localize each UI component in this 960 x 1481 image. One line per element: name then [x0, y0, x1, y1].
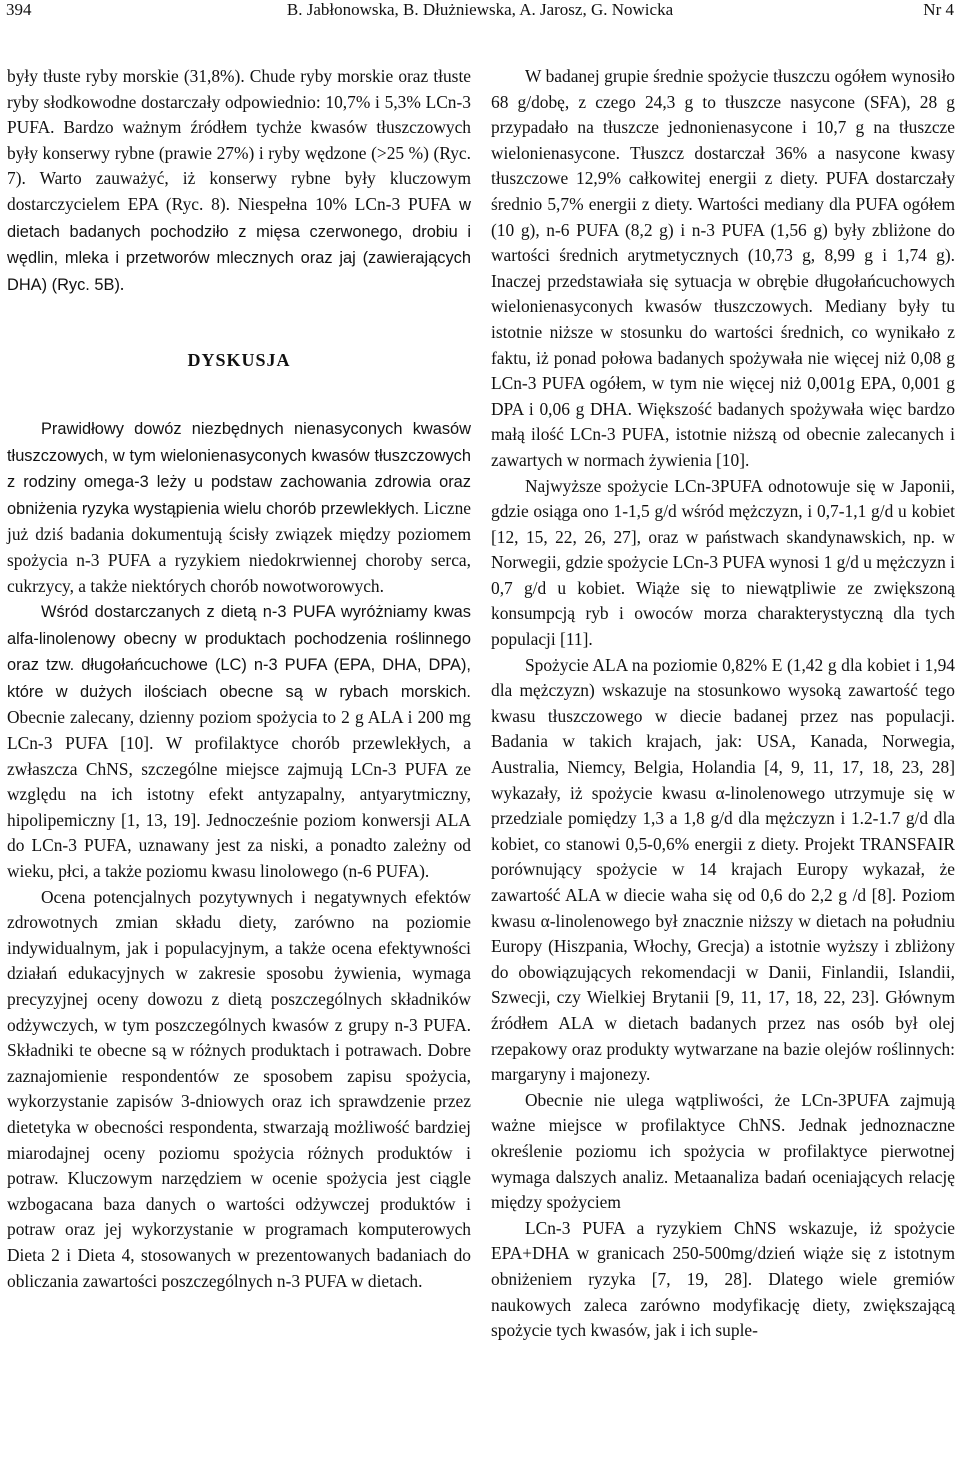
paragraph-fat-intake: W badanej grupie średnie spożycie tłuszczu ogółem wynosiło 68 g/dobę, z czego 24,3 g to tłuszcze nasycone (SFA), 28 g przypadało na tłuszcze jednonienasycone i 10,7 g na tłuszcze wielonienasycone. Tłuszcz dostarczał 36% a nasycone kwasy tłuszczowe 12,9% całkowitej energii z diety. PUFA dostarczały średnio 5,7% energii z diety. Wartości mediany dla PUFA ogółem (10 g), n-6 PUFA (8,2 g) i n-3 PUFA (1,56 g) były zbliżone do wartości średnich arytmetycznych (10,73 g, 8,99 g i 1,74 g). Inaczej przedstawiała się sytuacja w obrębie długołańcuchowych wielonienasyconych kwasów tłuszczowych. Mediany były tu istotnie niższe w stosunku do wartości średnich, co wynikało z faktu, iż ponad połowa badanych spożywała nie więcej niż 0,08 g LCn-3 PUFA ogółem, w tym nie więcej niż 0,001g EPA, 0,001 g DPA i 0,06 g DHA. Większość badanych spożywała więc bardzo małą ilość LCn-3 PUFA, istotnie niższą od obecnie zalecanych i zawartych w normach żywienia [10].	[491, 66, 955, 470]
paragraph-text: Wśród dostarczanych z dietą n-3 PUFA wyróżniamy kwas alfa-linolenowy obecny w produktach pochodzenia roślinnego oraz tzw. długołańcuchowe (LC) n-3 PUFA (EPA, DHA, DPA), które w dużych ilościach obecne są w rybach morskich.	[7, 603, 471, 701]
paragraph-assessment: Ocena potencjalnych pozytywnych i negatywnych efektów zdrowotnych zmian składu diety, zarówno na poziomie indywidualnym, jak i populacyjnym, a także ocena efektywności działań edukacyjnych w zakresie sposobu żywienia, wymaga precyzyjnej oceny dowozu z dietą poszczególnych składników odżywczych, w tym poszczególnych kwasów z grupy n-3 PUFA. Składniki te obecne są w różnych produktach i potrawach. Dobre zaznajomienie respondentów ze sposobem zapisu spożycia, wykorzystanie zapisów 3-dniowych oraz ich sprawdzenie przez dietetyka w obecności respondenta, stwarzają możliwość bardziej miarodajnej oceny poziomu spożycia różnych produktów i potraw. Kluczowym narzędziem w ocenie spożycia jest ciągle wzbogacana baza danych o wartości odżywczej produktów i potraw oraz jej wykorzystanie w programach komputerowych Dieta 2 i Dieta 4, stosowanych w prezentowanych badaniach do obliczania zawartości poszczególnych n-3 PUFA w dietach.	[7, 886, 471, 1291]
paragraph-text: Obecnie zalecany, dzienny poziom spożycia to 2 g ALA i 200 mg LCn-3 PUFA [10]. W profilaktyce chorób przewlekłych, a zwłaszcza ChNS, szczególne miejsce zajmują LCn-3 PUFA ze względu na ich istotny efekt antyzapalny, antyarytmiczny, hipolipemiczny [1, 13, 19]. Jednocześnie poziom konwersji ALA do LCn-3 PUFA, uznawany jest za niski, a ponadto zależny od wieku, płci, a także poziomu kwasu linolowego (n-6 PUFA).	[7, 707, 471, 882]
paragraph-japan-norway: Najwyższe spożycie LCn-3PUFA odnotowuje się w Japonii, gdzie osiąga ono 1-1,5 g/d wśród mężczyzn, i 0,7-1,1 g/d u kobiet [12, 15, 22, 26, 27], oraz w państwach skandynawskich, np. w Norwegii, gdzie spożycie LCn-3 PUFA wynosi 1 g/d u mężczyzn i 0,7 g/d u kobiet. Wiąże się to niewątpliwie ze zwiększoną konsumpcją ryb i owoców morza charakterystyczną dla tych populacji [11].	[491, 475, 955, 650]
section-heading: DYSKUSJA	[187, 350, 291, 371]
paragraph-ala-intake: Spożycie ALA na poziomie 0,82% E (1,42 g dla kobiet i 1,94 dla mężczyzn) wskazuje na stosunkowo wysoką zawartość tego kwasu tłuszczowego w diecie badanej przez nas populacji. Badania w takich krajach, jak: USA, Kanada, Norwegia, Australia, Niemcy, Belgia, Holandia [4, 9, 11, 17, 18, 23, 28] wykazały, iż spożycie kwasu α-linolenowego utrzymuje się w przedziale pomiędzy 1,3 a 1,8 g/d dla mężczyzn i 1.2-1.7 g/d dla kobiet, co stanowi 0,5-0,6% energii z diety. Projekt TRANSFAIR porównujący spożycie w 14 krajach Europy wykazał, że zawartość ALA w diecie waha się od 0,6 do 2,2 g /d [8]. Poziom kwasu α-linolenowego był znacznie niższy w dietach na południu Europy (Hiszpania, Włochy, Grecja) a istotnie wyższy i zbliżony do obowiązujących rekomendacji w Danii, Finlandii, Islandii, Szwecji, czy Wielkiej Brytanii [9, 11, 17, 18, 22, 23]. Głównym źródłem ALA w dietach badanych przez nas osób był olej rzepakowy oraz produkty wytwarzane na bazie olejów roślinnych: margaryny i majonezy.	[491, 654, 955, 1085]
issue-number: Nr 4	[923, 0, 954, 19]
paragraph-text: Prawidłowy dowóz niezbędnych nienasyconych kwasów tłuszczowych, w tym wielonienasyconych kwasów tłuszczowych z rodziny omega-3 leży u podstaw zachowania zdrowia oraz obniżenia ryzyka wystąpienia wielu chorób przewlekłych.	[7, 419, 471, 518]
paragraph-epa-dha: LCn-3 PUFA a ryzykiem ChNS wskazuje, iż spożycie EPA+DHA w granicach 250-500mg/dzień wiąże się z istotnym obniżeniem ryzyka [7, 19, 28]. Dlatego wiele gremiów naukowych zaleca zarówno modyfikację diety, zwiększającą spożycie tych kwasów, jak i ich suple-	[491, 1217, 955, 1341]
paragraph-chns-prevention: Obecnie nie ulega wątpliwości, że LCn-3PUFA zajmują ważne miejsce w profilaktyce ChNS. Jednak jednoznaczne określenie poziomu ich spożycia w profilaktyce pierwotnej wymaga dalszych analiz. Metaanaliza badań oceniających relację między spożyciem	[491, 1089, 955, 1213]
paragraph-discussion-intro	[7, 416, 471, 599]
paragraph-text: były tłuste ryby morskie (31,8%). Chude ryby morskie oraz tłuste ryby słodkowodne dostarczały odpowiednio: 10,7% i 5,3% LCn-3 PUFA. Bardzo ważnym źródłem tychże kwasów tłuszczowych były konserwy rybne (prawie 27%) i ryby wędzone (>25 %) (Ryc. 7). Warto zauważyć, iż konserwy rybne były kluczowym dostarczycielem EPA (Ryc. 8). Niespełna 10% LCn-3 PUFA	[7, 66, 471, 214]
paragraph-results-sources	[7, 64, 471, 298]
paragraph-n3-sources	[7, 599, 471, 885]
page-number: 394	[6, 0, 32, 19]
paragraph-text: w dietach badanych pochodziło z mięsa czerwonego, drobiu i wędlin, mleka i przetworów mlecznych oraz jaj (zawierających DHA) (Ryc. 5B)	[7, 195, 471, 294]
right-column	[491, 64, 955, 1344]
running-header	[6, 0, 954, 24]
paragraph-text: .	[119, 273, 125, 294]
running-header-authors: B. Jabłonowska, B. Dłużniewska, A. Jarosz, G. Nowicka	[286, 0, 674, 19]
left-column	[7, 64, 471, 1294]
paragraph-text: Liczne już dziś badania dokumentują ścisły związek między poziomem spożycia n-3 PUFA a ryzykiem niedokrwiennej choroby serca, cukrzycy, a także niektórych chorób nowotworowych.	[7, 497, 471, 596]
